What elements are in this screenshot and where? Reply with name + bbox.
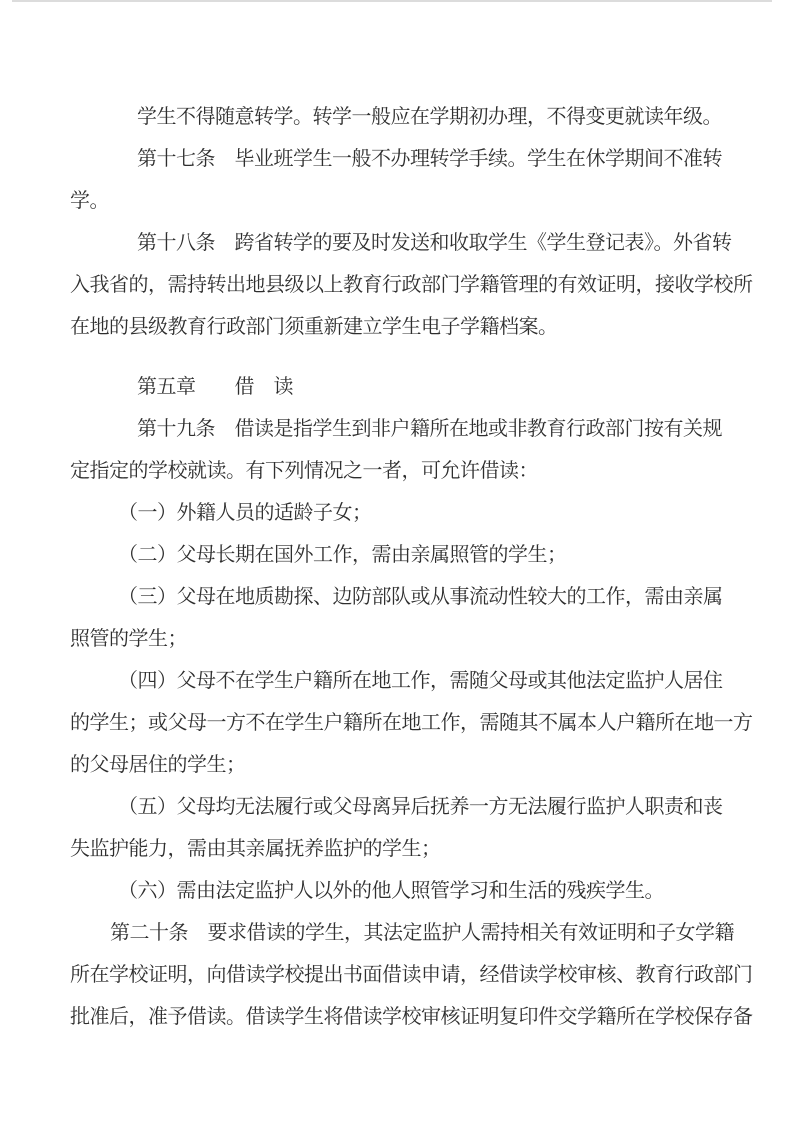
scan-edge-artifact [12,0,772,2]
text-line: 的父母居住的学生； [70,754,246,776]
article-20-line: 第二十条 要求借读的学生，其法定监护人需持相关有效证明和子女学籍 [110,922,734,944]
list-item-6-line: （六）需由法定监护人以外的他人照管学习和生活的残疾学生。 [118,880,664,902]
article-18-line: 第十八条 跨省转学的要及时发送和收取学生《学生登记表》。外省转 [137,232,732,254]
text-line: 定指定的学校就读。有下列情况之一者，可允许借读： [70,460,538,482]
list-item-1-line: （一）外籍人员的适龄子女； [118,502,372,524]
text-line: 学。 [70,190,109,212]
text-line: 照管的学生； [70,628,187,650]
text-line: 在地的县级教育行政部门须重新建立学生电子学籍档案。 [70,316,558,338]
article-19-line: 第十九条 借读是指学生到非户籍所在地或非教育行政部门按有关规 [137,418,722,440]
chapter-5-heading: 第五章 借 读 [137,376,293,398]
text-line: 所在学校证明，向借读学校提出书面借读申请，经借读学校审核、教育行政部门 [70,964,753,986]
text-line: 批准后，准予借读。借读学生将借读学校审核证明复印件交学籍所在学校保存备 [70,1006,753,1028]
list-item-2-line: （二）父母长期在国外工作，需由亲属照管的学生； [118,544,567,566]
text-line: 失监护能力，需由其亲属抚养监护的学生； [70,838,441,860]
list-item-4-line: （四）父母不在学生户籍所在地工作，需随父母或其他法定监护人居住 [118,670,723,692]
list-item-5-line: （五）父母均无法履行或父母离异后抚养一方无法履行监护人职责和丧 [118,796,723,818]
text-line: 学生不得随意转学。转学一般应在学期初办理，不得变更就读年级。 [137,106,722,128]
text-line: 入我省的，需持转出地县级以上教育行政部门学籍管理的有效证明，接收学校所 [70,274,753,296]
text-line: 的学生；或父母一方不在学生户籍所在地工作，需随其不属本人户籍所在地一方 [70,712,753,734]
document-body [70,96,753,1038]
article-17-line: 第十七条 毕业班学生一般不办理转学手续。学生在休学期间不准转 [137,148,722,170]
list-item-3-line: （三）父母在地质勘探、边防部队或从事流动性较大的工作，需由亲属 [118,586,723,608]
